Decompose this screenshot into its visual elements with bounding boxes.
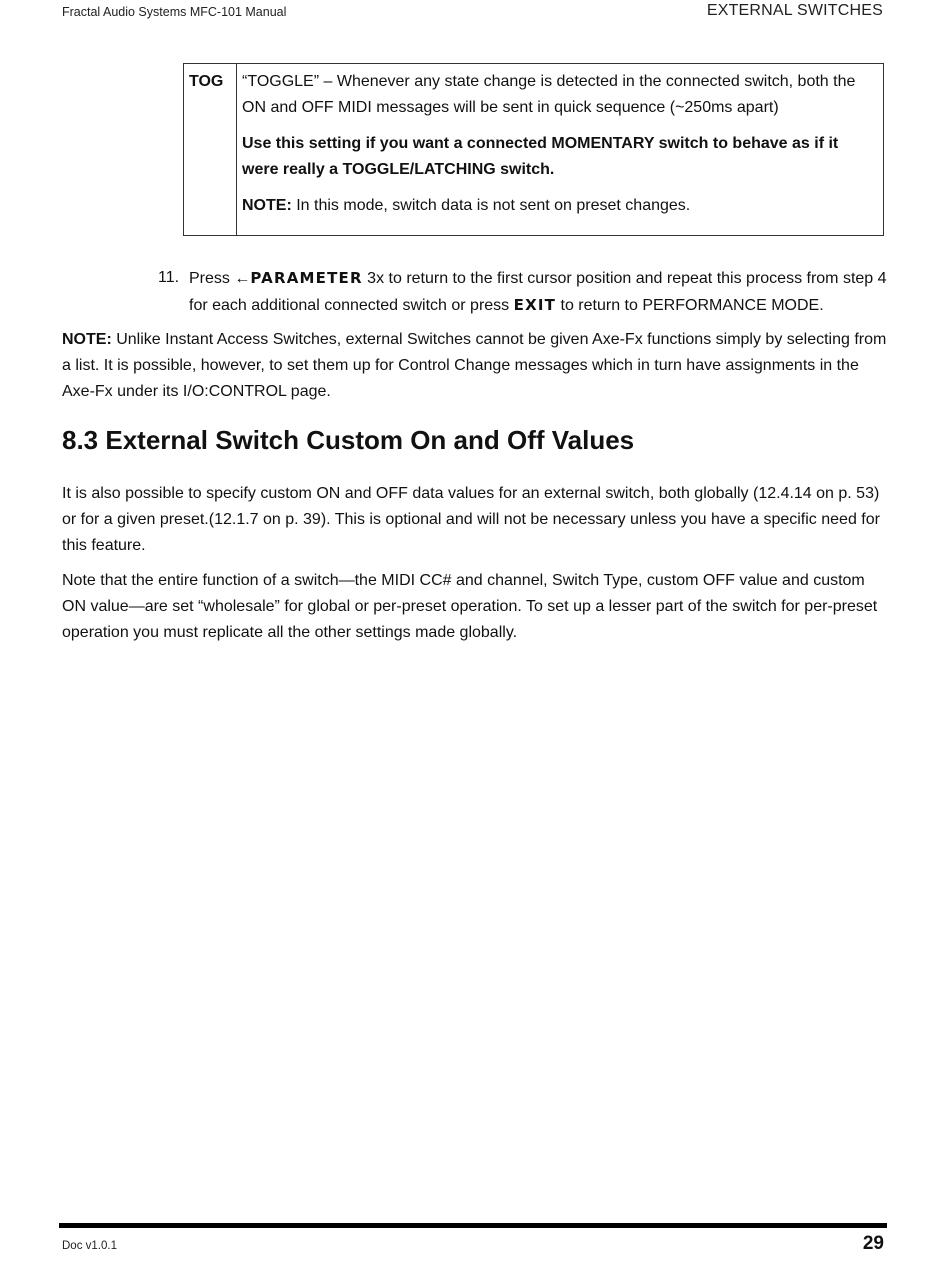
mode-note-label: NOTE: [242,197,292,214]
step-end-text: to return to PERFORMANCE MODE. [556,297,824,314]
header-chapter-title: EXTERNAL SWITCHES [706,2,883,19]
footer-divider [59,1223,887,1228]
section-heading: 8.3 External Switch Custom On and Off Values [62,425,635,455]
parameter-key-label: PARAMETER [250,269,363,287]
mode-description-cell [237,64,884,236]
step-text [189,265,888,319]
header-manual-title: Fractal Audio Systems MFC-101 Manual [62,5,287,19]
step-press-text: Press [189,270,235,287]
mode-usage-tip: Use this setting if you want a connected MOMENTARY switch to behave as if it were really a TOGGLE/LATCHING switch. [242,135,839,178]
section-paragraph-2: Note that the entire function of a switch—the MIDI CC# and channel, Switch Type, custom OFF value and custom ON value—are set “wholesale” for global or per-preset operation. To set up a lesser part of the switch for per-preset operation you must replicate all the other settings made globally. [62,572,878,641]
exit-key-label: EXIT [513,296,557,314]
mode-description-text: “TOGGLE” – Whenever any state change is detected in the connected switch, both the ON and OFF MIDI messages will be sent in quick sequence (~250ms apart) [242,73,856,116]
note-label: NOTE: [62,331,112,348]
mode-note [242,193,875,219]
note-paragraph [62,327,888,405]
mode-code-cell: TOG [184,64,237,236]
step-middle-text: 3x to return to the first cursor position and repeat this process from step 4 for each additional connected switch or press [189,270,887,314]
table-row [184,64,884,236]
page-number: 29 [862,1233,884,1254]
left-arrow-icon: ← [234,270,251,287]
note-text: Unlike Instant Access Switches, external Switches cannot be given Axe-Fx functions simply by selecting from a list. It is possible, however, to set them up for Control Change messages which in turn have assignments in the Axe-Fx under its I/O:CONTROL page. [62,331,887,400]
step-11 [158,265,888,319]
step-number: 11. [158,269,180,286]
switch-mode-table [183,63,884,236]
footer-doc-version: Doc v1.0.1 [62,1240,117,1252]
mode-note-text: In this mode, switch data is not sent on preset changes. [291,197,691,214]
section-paragraph-1: It is also possible to specify custom ON and OFF data values for an external switch, both globally (12.4.14 on p. 53) or for a given preset.(12.1.7 on p. 39). This is optional and will not be necessary unless you have a specific need for this feature. [62,485,880,554]
